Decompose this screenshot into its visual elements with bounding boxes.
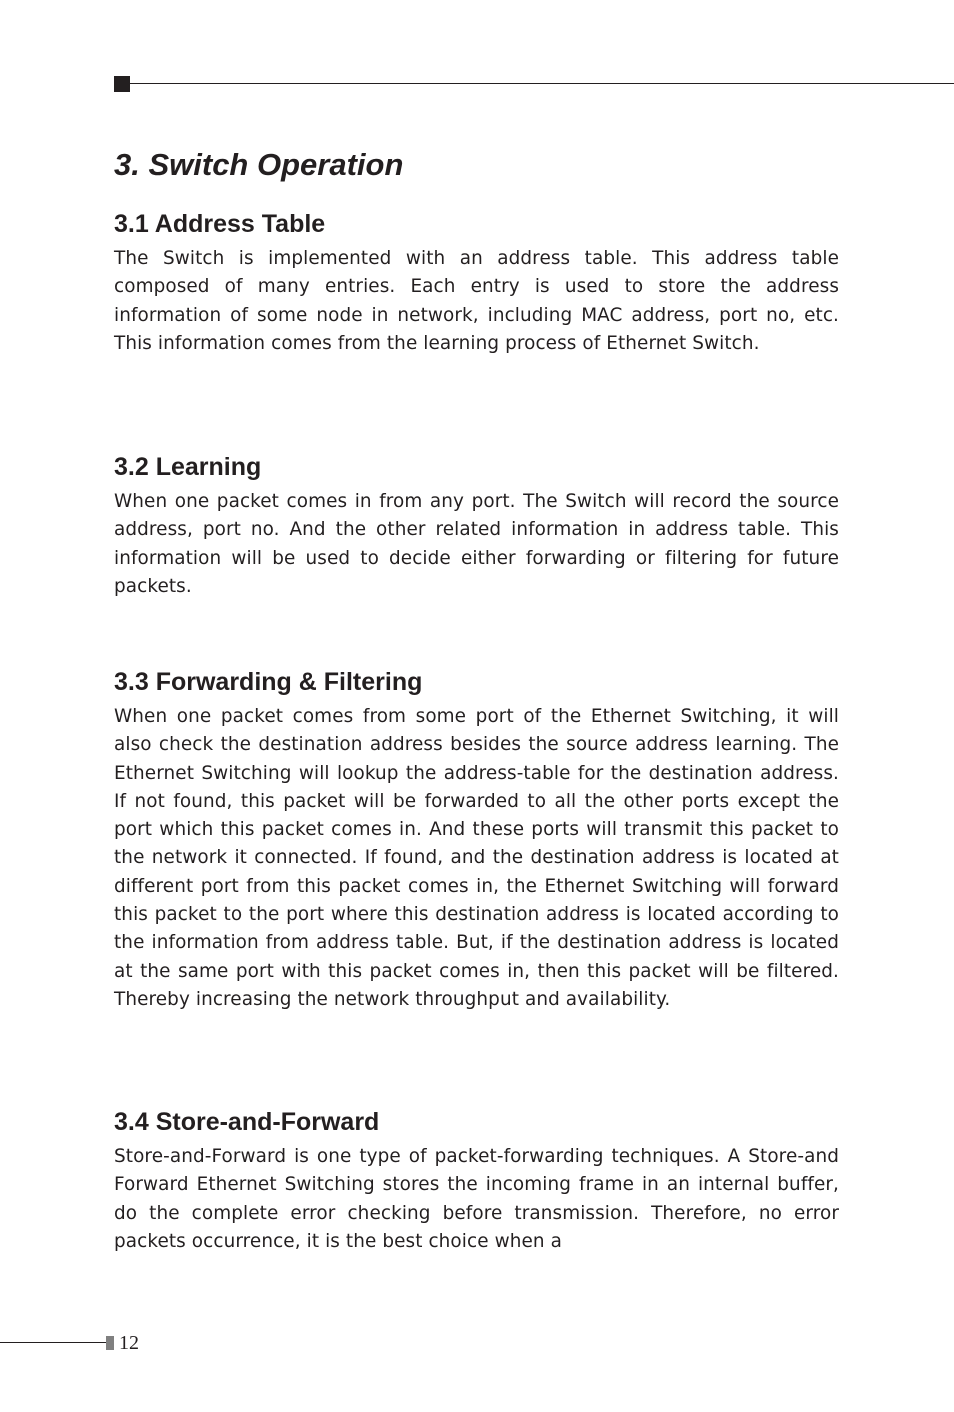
section-forwarding-filtering [114,667,839,1014]
section-body: The Switch is implemented with an address table. This address table composed of many entries. Each entry is used to store the address information of some node in network, including MAC address, port no, etc. This information comes from the learning process of Ethernet Switch. [114,248,839,354]
header-rule [130,83,954,84]
section-heading: 3.1 Address Table [114,210,326,238]
section-body: When one packet comes in from any port. The Switch will record the source address, port no. And the other related information in address table. This information will be used to decide either forwarding or filtering for future packets. [114,491,839,597]
section-heading: 3.4 Store-and-Forward [114,1108,380,1136]
section-learning [114,452,839,601]
section-heading: 3.2 Learning [114,453,262,481]
footer-marker [106,1336,114,1350]
section-body: Store-and-Forward is one type of packet-forwarding techniques. A Store-and Forward Ethernet Switching stores the incoming frame in an internal buffer, do the complete error checking before transmission. Therefore, no error packets occurrence, it is the best choice when a [114,1146,839,1252]
section-heading: 3.3 Forwarding & Filtering [114,668,423,696]
section-address-table [114,209,839,358]
page-number: 12 [119,1332,139,1354]
header-square-marker [114,76,130,92]
section-body: When one packet comes from some port of the Ethernet Switching, it will also check the destination address besides the source address learning. The Ethernet Switching will lookup the address-table for the destination address. If not found, this packet will be forwarded to all the other ports except the port which this packet comes in. And these ports will transmit this packet to the network it connected. If found, and the destination address is located at different port from this packet comes in, the Ethernet Switching will forward this packet to the port where this destination address is located according to the information from address table. But, if the destination address is located at the same port with this packet comes in, then this packet will be filtered. Thereby increasing the network throughput and availability. [114,706,839,1010]
chapter-title: 3. Switch Operation [114,147,404,182]
section-store-and-forward [114,1107,839,1256]
footer-rule [0,1342,106,1343]
